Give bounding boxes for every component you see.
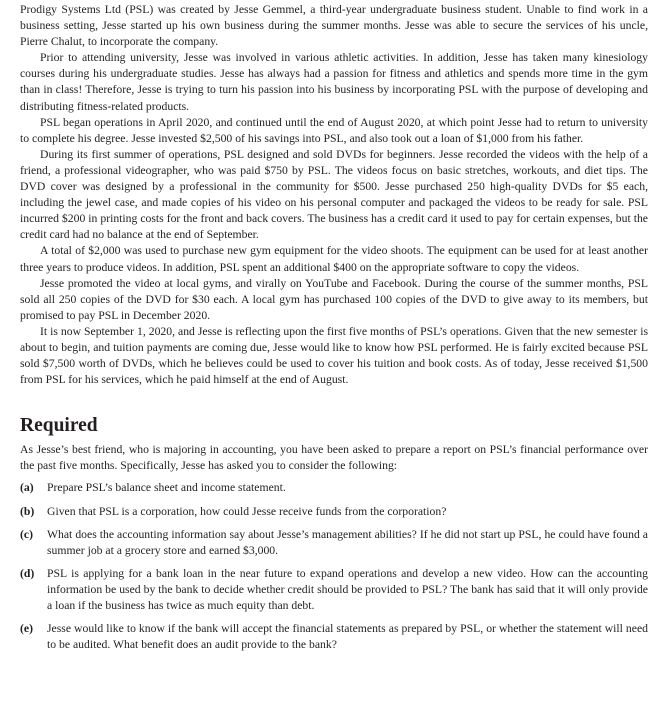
question-text: What does the accounting information say about Jesse’s management abilities? If he did not start up PSL, he could have found a summer job at a grocery store and earned $3,000. xyxy=(47,527,648,557)
question-item-d xyxy=(20,566,648,614)
question-label: (a) xyxy=(20,481,34,495)
question-label: (e) xyxy=(20,622,33,636)
case-paragraph: Prior to attending university, Jesse was involved in various athletic activities. In addition, Jesse has taken many kinesiology courses during his undergraduate studies. Jesse has always had a passion for fitness and athletics and spends more time in the gym than in class! Therefore, Jesse is trying to turn his passion into his business by incorporating PSL with the purpose of developing and distributing fitness-related products. xyxy=(20,51,648,113)
question-item-e xyxy=(20,621,648,653)
required-heading: Required xyxy=(20,415,98,437)
question-label: (b) xyxy=(20,504,35,518)
case-paragraph: A total of $2,000 was used to purchase new gym equipment for the video shoots. The equipment can be used for at least another three years to produce videos. In addition, PSL spent an additional $400 on the appropriate software to copy the videos. xyxy=(20,244,648,274)
required-intro: As Jesse’s best friend, who is majoring in accounting, you have been asked to prepare a report on PSL’s financial performance over the past five months. Specifically, Jesse has asked you to consider the following: xyxy=(20,443,648,473)
case-paragraph: Prodigy Systems Ltd (PSL) was created by Jesse Gemmel, a third-year undergraduate business student. Unable to find work in a business setting, Jesse started up his own business during the summer months. Jesse was able to secure the services of his uncle, Pierre Chalut, to incorporate the company. xyxy=(20,3,648,49)
question-item-a xyxy=(20,480,648,496)
question-label: (d) xyxy=(20,566,35,580)
question-label: (c) xyxy=(20,527,33,541)
case-paragraph: It is now September 1, 2020, and Jesse is reflecting upon the first five months of PSL’s operations. Given that the new semester is about to begin, and tuition payments are coming due, Jesse would like to know how PSL performed. He is fairly excited because PSL sold $7,500 worth of DVDs, which he believes could be used to cover his tuition and book costs. As of today, Jesse received $1,500 from PSL for his services, which he paid himself at the end of August. xyxy=(20,324,648,387)
question-text: Prepare PSL’s balance sheet and income statement. xyxy=(47,481,286,495)
question-item-c xyxy=(20,527,648,559)
question-text: PSL is applying for a bank loan in the near future to expand operations and develop a new video. How can the accounting information be used by the bank to decide whether credit should be provided to PSL? The bank has said that it will only provide a loan if the business has twice as much equity than debt. xyxy=(47,566,648,612)
question-text: Given that PSL is a corporation, how could Jesse receive funds from the corporation? xyxy=(47,504,447,518)
question-list xyxy=(20,480,648,653)
question-item-b xyxy=(20,504,648,520)
question-text: Jesse would like to know if the bank will accept the financial statements as prepared by PSL, or whether the statement will need to be audited. What benefit does an audit provide to the bank? xyxy=(47,622,648,652)
case-paragraph: During its first summer of operations, PSL designed and sold DVDs for beginners. Jesse recorded the videos with the help of a friend, a professional videographer, who was paid $750 by PSL. The videos focus on basic stretches, workouts, and diet tips. The DVD cover was designed by a professional in the community for $500. Jesse purchased 250 high-quality DVDs for $5 each, including the jewel case, and made copies of his video on his personal computer and packaged the videos to be ready for sale. PSL incurred $200 in printing costs for the front and back covers. The business has a credit card it used to pay for certain expenses, but the credit card had no balance at the end of September. xyxy=(20,147,648,242)
case-paragraph: Jesse promoted the video at local gyms, and virally on YouTube and Facebook. During the course of the summer months, PSL sold all 250 copies of the DVD for $30 each. A local gym has purchased 100 copies of the DVD to give away to its members, but promised to pay PSL in December 2020. xyxy=(20,276,648,322)
case-description xyxy=(20,2,648,388)
case-paragraph: PSL began operations in April 2020, and continued until the end of August 2020, at which point Jesse had to return to university to complete his degree. Jesse invested $2,500 of his savings into PSL, and also took out a loan of $1,000 from his father. xyxy=(20,115,648,145)
required-section xyxy=(20,415,648,653)
